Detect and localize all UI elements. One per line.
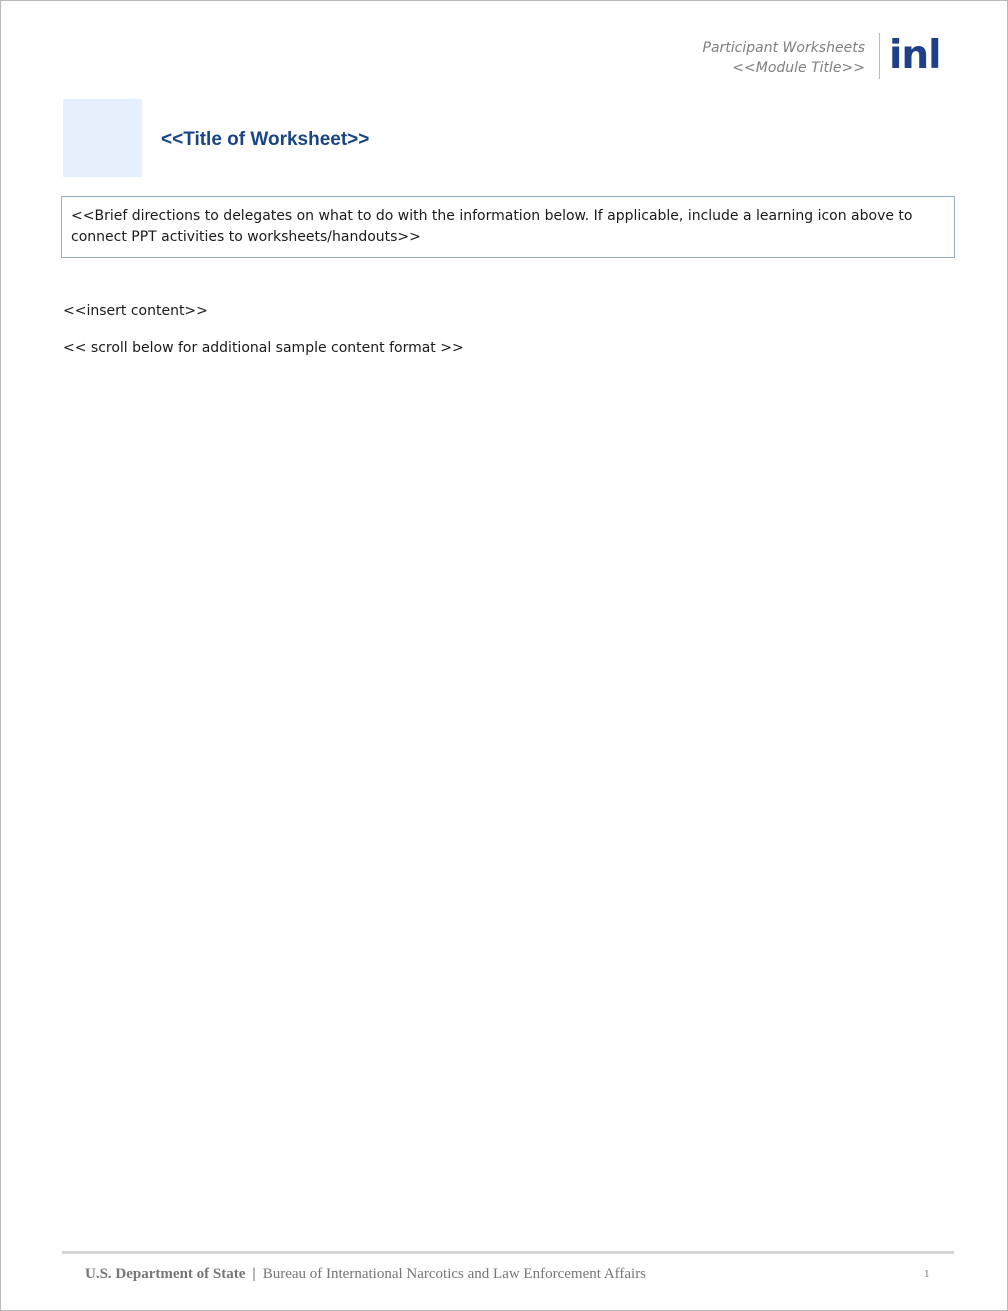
footer-rule (62, 1251, 954, 1254)
page-footer (85, 1264, 646, 1284)
header-divider (879, 33, 880, 79)
inl-logo: inl (889, 33, 941, 78)
page-header (703, 38, 865, 78)
footer-separator: | (252, 1266, 256, 1282)
worksheet-title: <<Title of Worksheet>> (161, 129, 370, 150)
header-module-title: <<Module Title>> (732, 60, 865, 76)
header-series-label: Participant Worksheets (702, 40, 865, 56)
scroll-note: << scroll below for additional sample content format >> (63, 340, 464, 356)
insert-content-placeholder: <<insert content>> (63, 303, 208, 319)
footer-bureau: Bureau of International Narcotics and Law Enforcement Affairs (262, 1266, 647, 1282)
footer-department: U.S. Department of State (85, 1266, 246, 1282)
learning-icon-placeholder (63, 99, 142, 177)
page-number: 1 (924, 1268, 930, 1280)
directions-box: <<Brief directions to delegates on what to do with the information below. If applicable, include a learning icon above to connect PPT activities to worksheets/handouts>> (61, 196, 955, 258)
